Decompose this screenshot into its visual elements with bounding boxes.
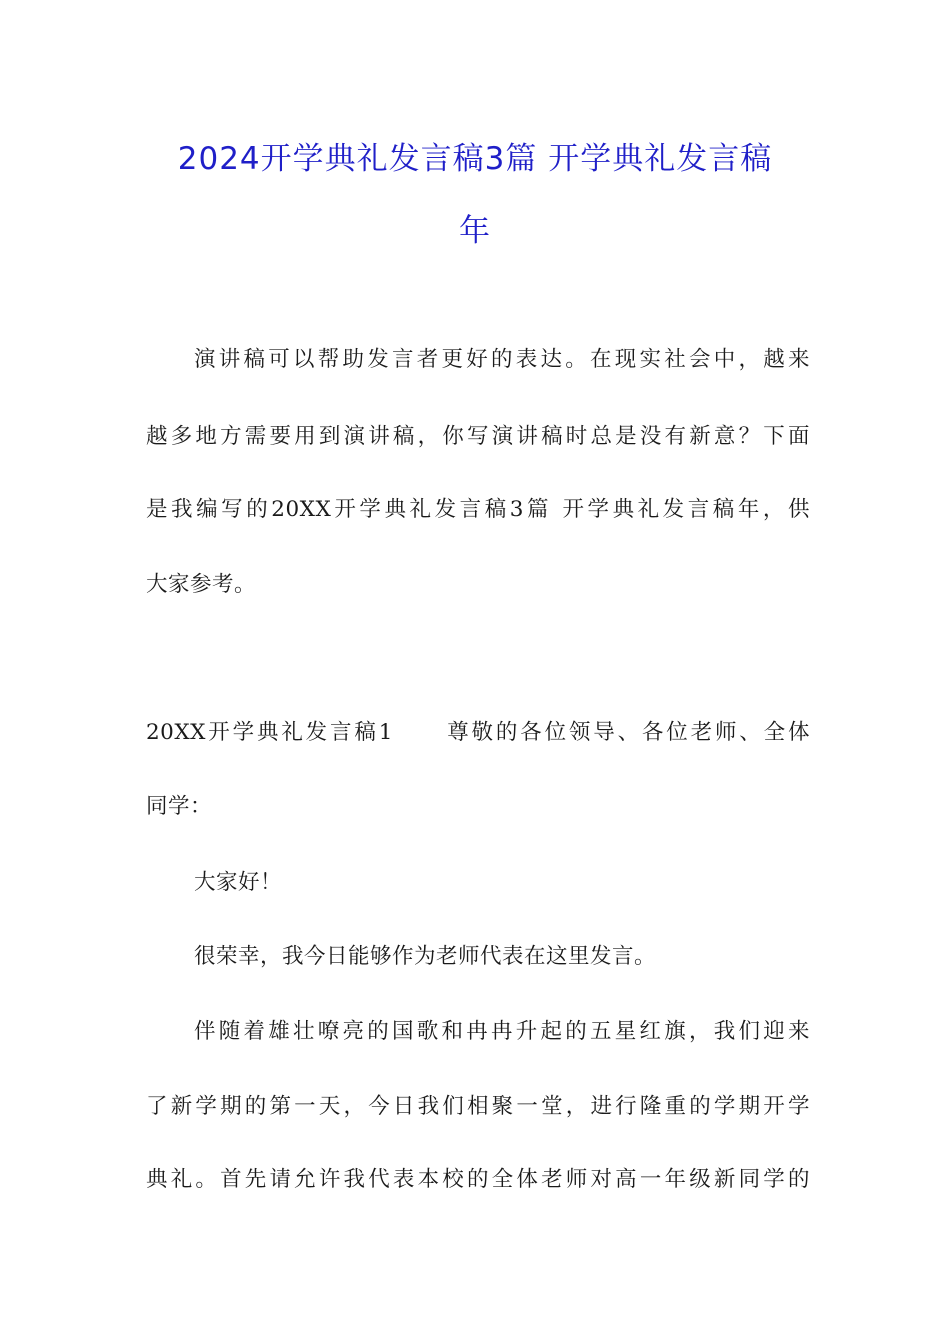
paragraph-2-line-1: 伴随着雄壮嘹亮的国歌和冉冉升起的五星红旗，我们迎来 [194, 1019, 810, 1044]
intro-line-3: 是我编写的20XX开学典礼发言稿3篇 开学典礼发言稿年，供 [146, 497, 810, 522]
intro-line-4: 大家参考。 [146, 572, 257, 597]
intro-line-1: 演讲稿可以帮助发言者更好的表达。在现实社会中，越来 [194, 347, 810, 372]
salutation: 尊敬的各位领导、各位老师、全体 [444, 720, 810, 745]
intro-line-2: 越多地方需要用到演讲稿，你写演讲稿时总是没有新意？下面 [146, 424, 810, 449]
greeting: 大家好！ [194, 870, 283, 895]
section-heading-line [146, 719, 810, 747]
paragraph-2-line-3: 典礼。首先请允许我代表本校的全体老师对高一年级新同学的 [146, 1167, 810, 1192]
paragraph-1: 很荣幸，我今日能够作为老师代表在这里发言。 [194, 944, 657, 969]
salutation-continued: 同学： [146, 794, 213, 819]
document-title-line-2: 年 [459, 213, 491, 249]
section-heading: 20XX开学典礼发言稿1 [146, 720, 393, 745]
document-title-line-1: 2024开学典礼发言稿3篇 开学典礼发言稿 [177, 141, 773, 177]
paragraph-2-line-2: 了新学期的第一天，今日我们相聚一堂，进行隆重的学期开学 [146, 1094, 810, 1119]
